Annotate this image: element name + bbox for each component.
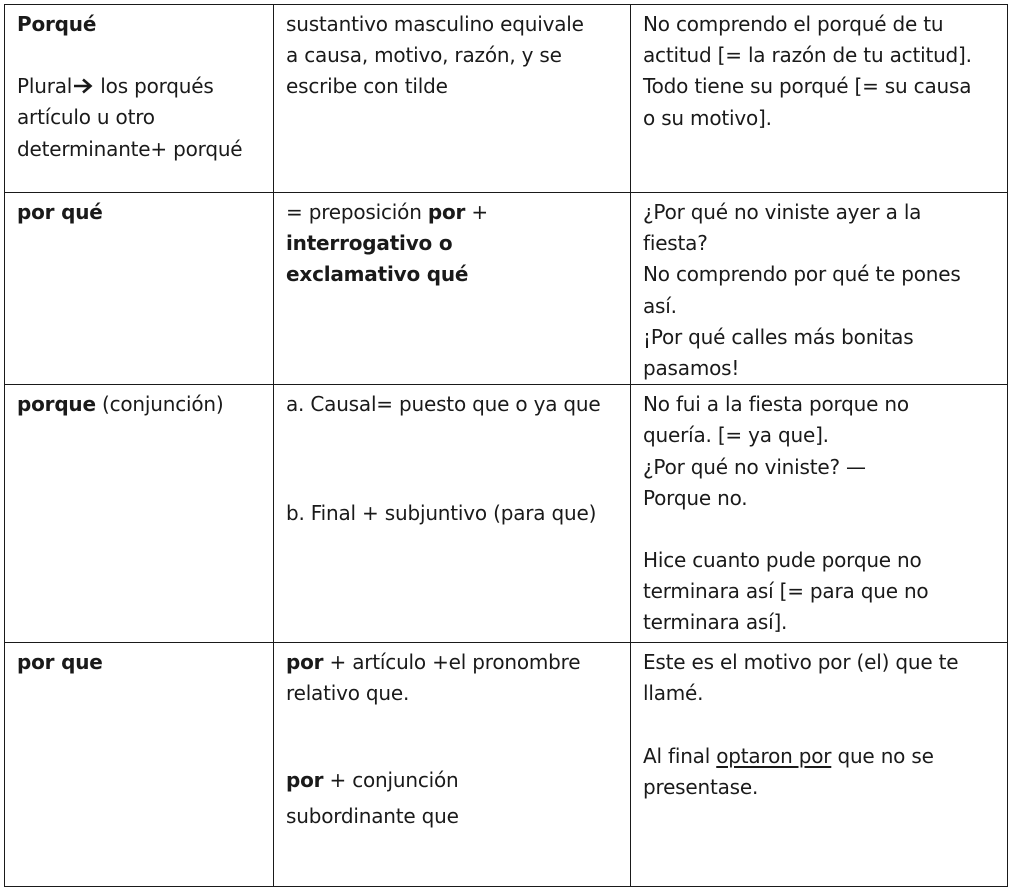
plural-text: los porqués: [94, 74, 214, 99]
example-line: actitud [= la razón de tu actitud].: [643, 43, 972, 68]
definition-bold-text: por: [286, 767, 324, 792]
example-line: terminara así].: [643, 610, 788, 635]
examples-cell: [631, 5, 1008, 193]
table-row-por-que-relative: [5, 643, 1008, 887]
example-line: Este es el motivo por (el) que te: [643, 650, 959, 675]
definition-line: escribe con tilde: [286, 74, 448, 99]
table-row-porque-noun: [5, 5, 1008, 193]
term-title: por que: [17, 650, 103, 675]
term-suffix: (conjunción): [95, 392, 224, 417]
term-title: por qué: [17, 200, 103, 224]
example-text: que no se: [831, 743, 934, 768]
example-line: ¿Por qué no viniste ayer a la: [643, 200, 922, 224]
example-line: pasamos!: [643, 356, 740, 381]
definition-text: + conjunción: [323, 767, 459, 792]
examples-cell: [631, 193, 1008, 385]
term-cell: [5, 643, 274, 887]
table-row-por-que-interrogative: [5, 193, 1008, 385]
example-line: [643, 741, 997, 772]
example-line: quería. [= ya que].: [643, 423, 829, 448]
term-note-line: determinante+ porqué: [17, 136, 243, 161]
term-title: porque: [17, 392, 96, 417]
definition-line: [286, 765, 620, 796]
examples-cell: [631, 643, 1008, 887]
definition-line: relativo que.: [286, 681, 410, 706]
definition-cell: [274, 193, 631, 385]
term-cell: [5, 385, 274, 643]
plural-line: [17, 71, 263, 102]
example-line: así.: [643, 293, 677, 318]
definition-line: [286, 647, 620, 678]
example-line: o su motivo].: [643, 105, 772, 130]
example-line: ¡Por qué calles más bonitas: [643, 324, 914, 349]
definition-text: +: [465, 200, 488, 224]
definition-line: subordinante que: [286, 803, 459, 828]
definition-bold-text: por: [427, 200, 466, 224]
example-line: No comprendo por qué te pones: [643, 262, 961, 287]
term-cell: [5, 5, 274, 193]
definition-bold-line: interrogativo o: [286, 231, 453, 256]
term-title: Porqué: [17, 12, 97, 36]
definition-cell: [274, 643, 631, 887]
definition-line: [286, 197, 620, 228]
example-line: No comprendo el porqué de tu: [643, 12, 944, 36]
example-line: ¿Por qué no viniste? —: [643, 454, 866, 479]
example-line: fiesta?: [643, 231, 708, 256]
definition-line: a causa, motivo, razón, y se: [286, 43, 562, 68]
definition-item-b: b. Final + subjuntivo (para que): [286, 501, 597, 526]
term-note-line: artículo u otro: [17, 105, 155, 130]
definition-bold-line: exclamativo qué: [286, 262, 469, 287]
term-cell: [5, 193, 274, 385]
term-title-line: [17, 389, 263, 420]
examples-cell: [631, 385, 1008, 643]
definition-item-a: a. Causal= puesto que o ya que: [286, 392, 601, 417]
definition-line: sustantivo masculino equivale: [286, 12, 584, 36]
right-arrow-icon: [73, 78, 93, 94]
example-line: llamé.: [643, 681, 704, 706]
underlined-phrase: optaron por: [716, 743, 832, 768]
grammar-table: [4, 4, 1008, 887]
table-row-porque-conjunction: [5, 385, 1008, 643]
definition-text: + artículo +el pronombre: [323, 650, 581, 675]
definition-text: = preposición: [286, 200, 428, 224]
example-line: Porque no.: [643, 485, 748, 510]
definition-cell: [274, 385, 631, 643]
definition-cell: [274, 5, 631, 193]
example-line: Todo tiene su porqué [= su causa: [643, 74, 972, 99]
example-line: presentase.: [643, 774, 759, 799]
example-text: Al final: [643, 743, 717, 768]
definition-bold-text: por: [286, 650, 324, 675]
example-line: terminara así [= para que no: [643, 579, 929, 604]
plural-label: Plural: [17, 74, 73, 99]
example-line: Hice cuanto pude porque no: [643, 548, 922, 573]
example-line: No fui a la fiesta porque no: [643, 392, 909, 417]
